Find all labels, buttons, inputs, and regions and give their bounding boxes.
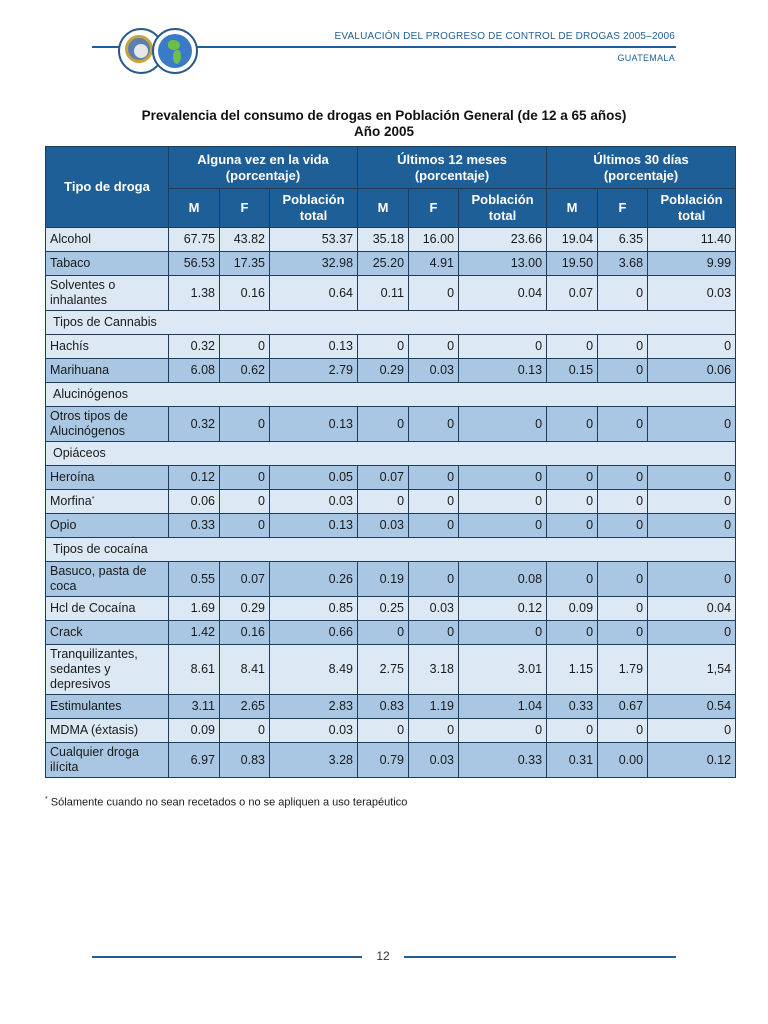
value-cell: 0.07 [358,466,409,490]
drug-name: Marihuana [46,359,169,383]
section-row [46,383,736,407]
value-cell: 0 [648,335,736,359]
table-row [46,514,736,538]
value-cell: 13.00 [459,252,547,276]
value-cell: 0 [459,719,547,743]
prevalence-table [45,146,736,778]
value-cell: 0 [598,562,648,597]
value-cell: 0 [547,407,598,442]
value-cell: 0.29 [358,359,409,383]
value-cell: 0 [358,407,409,442]
value-cell: 0.64 [270,276,358,311]
value-cell: 0.32 [169,335,220,359]
value-cell: 0 [409,335,459,359]
value-cell: 0 [409,276,459,311]
value-cell: 0.33 [169,514,220,538]
table-row [46,228,736,252]
drug-name: Heroína [46,466,169,490]
value-cell: 0.79 [358,743,409,778]
col-header-f: F [220,189,270,228]
col-group-lifetime [169,147,358,189]
col-header-f: F [409,189,459,228]
value-cell: 0 [409,490,459,514]
value-cell: 0.12 [648,743,736,778]
drug-name: Morfina* [46,490,169,514]
value-cell: 0.12 [169,466,220,490]
footer-rule-left [92,956,362,958]
value-cell: 6.35 [598,228,648,252]
value-cell: 0 [409,514,459,538]
col-group-label-line: Últimos 30 días [593,151,689,167]
value-cell: 0.83 [358,695,409,719]
value-cell: 3.11 [169,695,220,719]
value-cell: 19.04 [547,228,598,252]
header-title: EVALUACIÓN DEL PROGRESO DE CONTROL DE DROGAS 2005–2006 [334,31,675,42]
value-cell: 0.13 [270,407,358,442]
value-cell: 0.03 [270,490,358,514]
value-cell: 0.13 [270,514,358,538]
value-cell: 8.41 [220,645,270,695]
value-cell: 3.01 [459,645,547,695]
value-cell: 0.07 [220,562,270,597]
value-cell: 0.04 [459,276,547,311]
table-subtitle-year: Año 2005 [353,124,415,139]
value-cell: 0.13 [459,359,547,383]
col-header-f: F [598,189,648,228]
value-cell: 0.33 [459,743,547,778]
value-cell: 4.91 [409,252,459,276]
col-header-total: Población total [270,189,358,228]
value-cell: 0.67 [598,695,648,719]
table-row [46,335,736,359]
value-cell: 0.03 [409,359,459,383]
value-cell: 0 [547,514,598,538]
value-cell: 0 [598,597,648,621]
section-row [46,442,736,466]
value-cell: 0.09 [169,719,220,743]
value-cell: 0.06 [169,490,220,514]
table-row [46,743,736,778]
value-cell: 1.42 [169,621,220,645]
value-cell: 0 [648,562,736,597]
value-cell: 0.07 [547,276,598,311]
drug-name: Hcl de Cocaína [46,597,169,621]
value-cell: 0 [598,514,648,538]
value-cell: 9.99 [648,252,736,276]
value-cell: 0.83 [220,743,270,778]
value-cell: 0.03 [409,597,459,621]
value-cell: 0.08 [459,562,547,597]
col-group-label-line: (porcentaje) [603,167,679,183]
footnote-mark: * [45,796,48,803]
value-cell: 0 [598,719,648,743]
value-cell: 6.08 [169,359,220,383]
value-cell: 0 [358,335,409,359]
value-cell: 0 [409,562,459,597]
value-cell: 16.00 [409,228,459,252]
col-group-label-line: (porcentaje) [414,167,490,183]
value-cell: 0 [358,490,409,514]
col-group-12-months [358,147,547,189]
value-cell: 0.33 [547,695,598,719]
value-cell: 0 [648,407,736,442]
section-row [46,311,736,335]
table-row [46,645,736,695]
value-cell: 23.66 [459,228,547,252]
value-cell: 0 [648,514,736,538]
value-cell: 0.03 [358,514,409,538]
drug-name: Alcohol [46,228,169,252]
footer-rule-right [404,956,676,958]
value-cell: 0.16 [220,621,270,645]
value-cell: 3.68 [598,252,648,276]
value-cell: 0 [220,490,270,514]
drug-name: Estimulantes [46,695,169,719]
value-cell: 0.09 [547,597,598,621]
value-cell: 2.65 [220,695,270,719]
page-number: 12 [376,949,390,963]
value-cell: 0 [358,621,409,645]
value-cell: 0.25 [358,597,409,621]
table-row [46,490,736,514]
value-cell: 8.61 [169,645,220,695]
value-cell: 0 [409,466,459,490]
drug-name: Otros tipos de Alucinógenos [46,407,169,442]
value-cell: 0.03 [648,276,736,311]
drug-name: Opio [46,514,169,538]
value-cell: 0.32 [169,407,220,442]
value-cell: 0 [648,719,736,743]
value-cell: 0 [459,466,547,490]
section-label: Tipos de cocaína [46,538,736,562]
value-cell: 0 [547,335,598,359]
value-cell: 56.53 [169,252,220,276]
value-cell: 0 [598,621,648,645]
value-cell: 0 [409,621,459,645]
value-cell: 0 [220,466,270,490]
value-cell: 0 [459,490,547,514]
value-cell: 0.15 [547,359,598,383]
col-header-drug-type: Tipo de droga [46,147,169,228]
value-cell: 0 [459,407,547,442]
value-cell: 1.69 [169,597,220,621]
drug-name: Tranquilizantes, sedantes y depresivos [46,645,169,695]
value-cell: 32.98 [270,252,358,276]
footnote-ref: * [91,496,95,503]
value-cell: 0.04 [648,597,736,621]
value-cell: 0 [598,466,648,490]
value-cell: 0 [598,276,648,311]
value-cell: 35.18 [358,228,409,252]
col-group-label-line: (porcentaje) [225,167,301,183]
value-cell: 0.31 [547,743,598,778]
value-cell: 0 [220,719,270,743]
value-cell: 0.54 [648,695,736,719]
value-cell: 0 [220,407,270,442]
col-group-30-days [547,147,736,189]
footnote-text: Sólamente cuando no sean recetados o no se apliquen a uso terapéutico [50,796,408,809]
value-cell: 0.62 [220,359,270,383]
value-cell: 67.75 [169,228,220,252]
table-row [46,719,736,743]
value-cell: 0.66 [270,621,358,645]
value-cell: 0 [459,335,547,359]
value-cell: 0 [547,490,598,514]
col-group-label-line: Alguna vez en la vida [197,151,329,167]
value-cell: 0 [459,514,547,538]
drug-name: Crack [46,621,169,645]
header-country: GUATEMALA [617,53,675,63]
value-cell: 0.00 [598,743,648,778]
value-cell: 3.18 [409,645,459,695]
value-cell: 25.20 [358,252,409,276]
value-cell: 43.82 [220,228,270,252]
value-cell: 6.97 [169,743,220,778]
value-cell: 0.12 [459,597,547,621]
col-header-m: M [547,189,598,228]
value-cell: 0 [547,719,598,743]
section-row [46,538,736,562]
value-cell: 0 [220,335,270,359]
value-cell: 0 [598,359,648,383]
globe-logo-icon [152,28,198,74]
value-cell: 0 [648,621,736,645]
value-cell: 0.85 [270,597,358,621]
value-cell: 1.38 [169,276,220,311]
value-cell: 0 [220,514,270,538]
value-cell: 53.37 [270,228,358,252]
value-cell: 0 [547,621,598,645]
value-cell: 0 [598,335,648,359]
value-cell: 2.79 [270,359,358,383]
value-cell: 0.03 [270,719,358,743]
value-cell: 0 [459,621,547,645]
drug-name: Hachís [46,335,169,359]
drug-name: Tabaco [46,252,169,276]
table-body [46,228,736,778]
table-row [46,359,736,383]
value-cell: 1.79 [598,645,648,695]
table-row [46,621,736,645]
value-cell: 1.15 [547,645,598,695]
col-header-m: M [169,189,220,228]
value-cell: 0 [648,466,736,490]
value-cell: 1.19 [409,695,459,719]
value-cell: 11.40 [648,228,736,252]
value-cell: 2.75 [358,645,409,695]
value-cell: 0.26 [270,562,358,597]
value-cell: 0.13 [270,335,358,359]
value-cell: 17.35 [220,252,270,276]
value-cell: 0 [598,490,648,514]
col-header-total: Población total [459,189,547,228]
value-cell: 0 [358,719,409,743]
table-row [46,407,736,442]
value-cell: 0.06 [648,359,736,383]
section-label: Tipos de Cannabis [46,311,736,335]
value-cell: 19.50 [547,252,598,276]
footnote [45,796,407,809]
value-cell: 8.49 [270,645,358,695]
value-cell: 0 [409,719,459,743]
value-cell: 0.55 [169,562,220,597]
table-row [46,276,736,311]
drug-name: Solventes o inhalantes [46,276,169,311]
value-cell: 1,54 [648,645,736,695]
col-group-label-line: Últimos 12 meses [397,151,507,167]
value-cell: 0.16 [220,276,270,311]
value-cell: 0 [409,407,459,442]
section-label: Alucinógenos [46,383,736,407]
value-cell: 0 [648,490,736,514]
value-cell: 0 [598,407,648,442]
value-cell: 0 [547,466,598,490]
table-row [46,562,736,597]
col-header-m: M [358,189,409,228]
value-cell: 3.28 [270,743,358,778]
value-cell: 0.05 [270,466,358,490]
table-row [46,252,736,276]
col-header-total: Población total [648,189,736,228]
table-row [46,695,736,719]
section-label: Opiáceos [46,442,736,466]
value-cell: 0.03 [409,743,459,778]
value-cell: 0.19 [358,562,409,597]
table-row [46,597,736,621]
drug-name: Basuco, pasta de coca [46,562,169,597]
table-title: Prevalencia del consumo de drogas en Población General (de 12 a 65 años) [141,108,627,123]
value-cell: 0.29 [220,597,270,621]
value-cell: 0 [547,562,598,597]
value-cell: 0.11 [358,276,409,311]
value-cell: 1.04 [459,695,547,719]
table-row [46,466,736,490]
value-cell: 2.83 [270,695,358,719]
drug-name: MDMA (éxtasis) [46,719,169,743]
drug-name: Cualquier droga ilícita [46,743,169,778]
